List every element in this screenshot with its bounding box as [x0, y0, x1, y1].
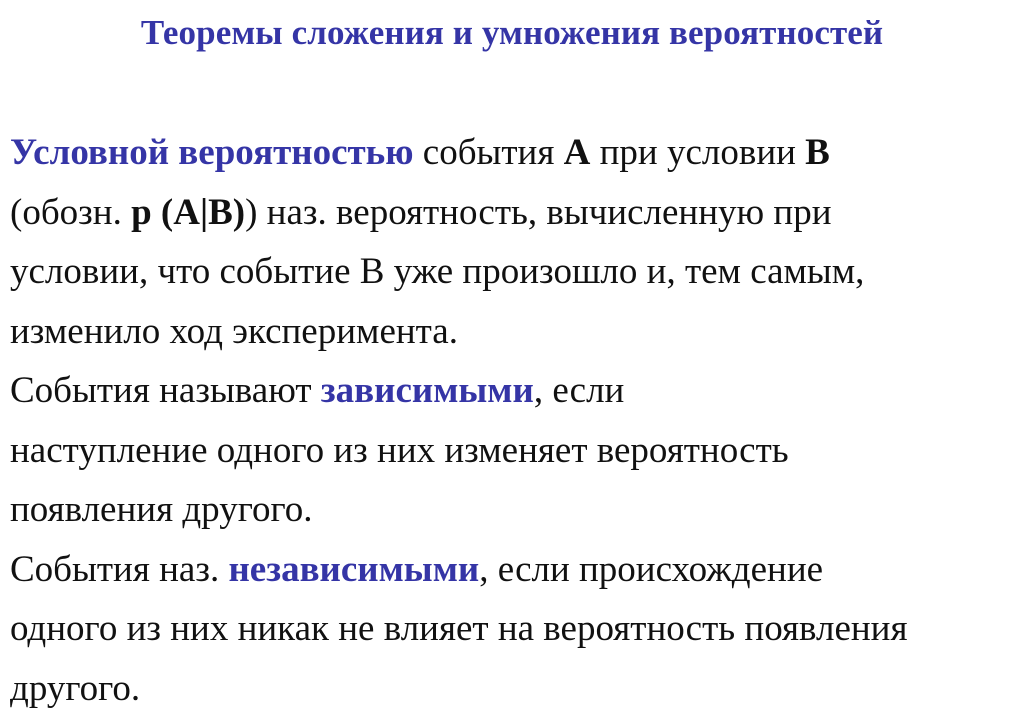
dependent-line-3: появления другого. [10, 489, 313, 530]
definition-line-1 [10, 123, 1010, 183]
notation: р (А|В) [131, 191, 246, 233]
independent-line-3: другого. [10, 667, 141, 709]
text-segment: события [413, 132, 564, 173]
term-dependent: зависимыми [320, 370, 534, 411]
text-segment: (обозн. [10, 191, 132, 233]
slide-title: Теоремы сложения и умножения вероятностей [140, 13, 884, 52]
text-segment: ) наз. вероятность, вычисленную при [245, 191, 832, 233]
term-conditional-probability: Условной вероятностью [10, 132, 414, 173]
dependent-line-2: наступление одного из них изменяет вероятность [10, 429, 789, 471]
definition-line-3: условии, что событие В уже произошло и, тем самым, [10, 251, 865, 292]
text-segment: при условии [590, 132, 806, 173]
dependent-line-1 [10, 361, 1010, 421]
independent-line-1 [10, 540, 1010, 600]
event-b: В [805, 132, 830, 173]
text-segment: События называют [10, 370, 321, 411]
independent-line-2: одного из них никак не влияет на вероятность появления [10, 608, 908, 649]
term-independent: независимыми [228, 548, 480, 590]
text-segment: , если [533, 370, 625, 411]
slide-body [10, 123, 1010, 718]
event-a: А [563, 132, 591, 173]
definition-line-2 [10, 183, 1010, 243]
text-segment: , если происхождение [479, 548, 824, 590]
text-segment: События наз. [10, 548, 229, 590]
definition-line-4: изменило ход эксперимента. [10, 310, 458, 352]
